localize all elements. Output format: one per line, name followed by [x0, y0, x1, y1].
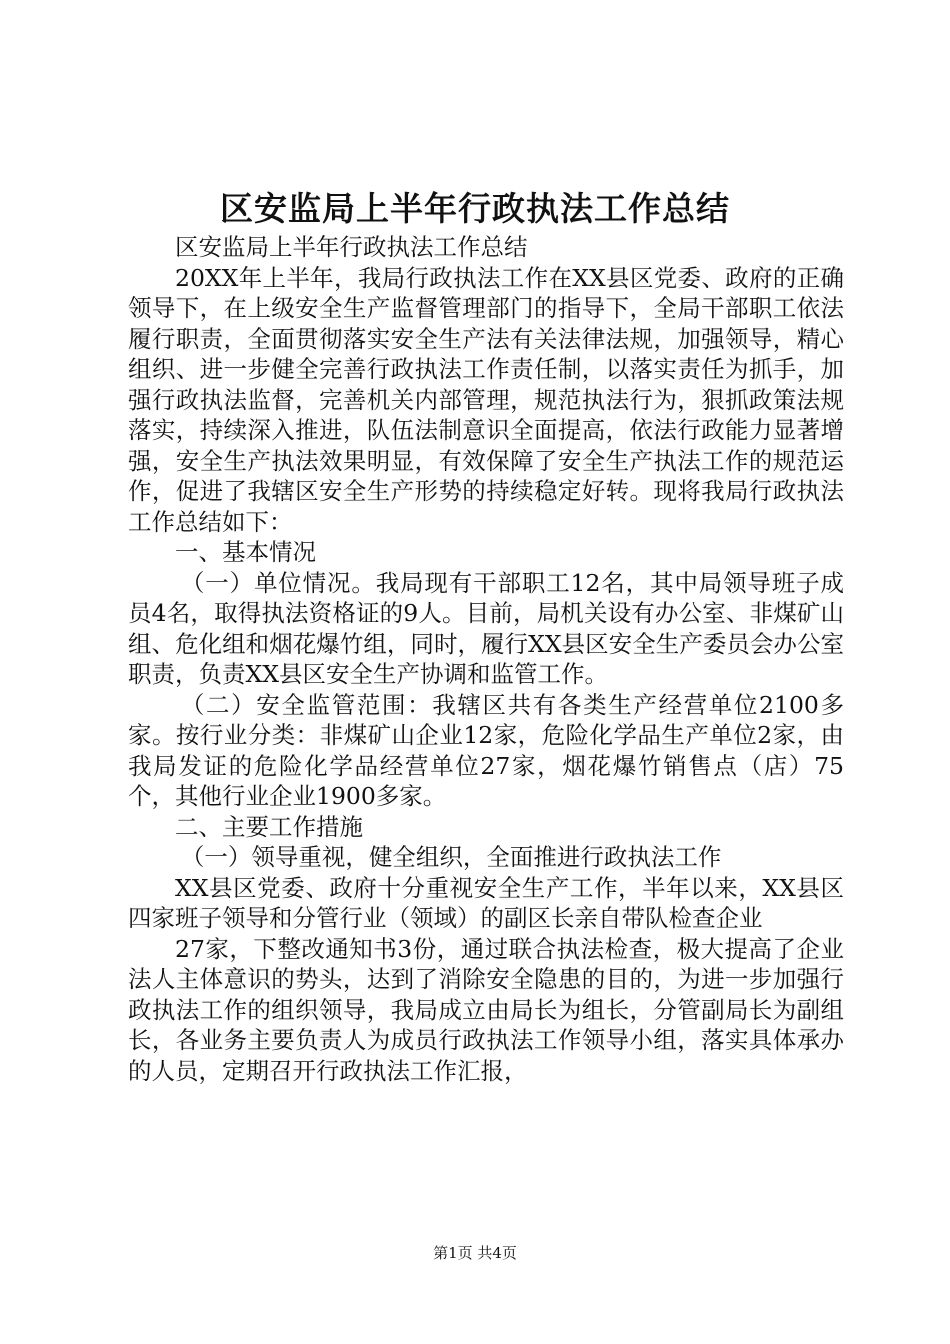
document-title: 区安监局上半年行政执法工作总结 [220, 189, 730, 228]
supervision-scope-paragraph: （二）安全监管范围：我辖区共有各类生产经营单位2100多家。按行业分类：非煤矿山企业12家，危险化学品生产单位2家，由我局发证的危险化学品经营单位27家，烟花爆竹销售点（店）75个，其他行业企业1900多家。 [128, 690, 844, 810]
leadership-paragraph: XX县区党委、政府十分重视安全生产工作，半年以来，XX县区四家班子领导和分管行业（领域）的副区长亲自带队检查企业 [128, 873, 844, 932]
document-body [128, 232, 844, 1086]
subsection-heading-leadership: （一）领导重视，健全组织，全面推进行政执法工作 [180, 843, 722, 871]
section-heading-measures: 二、主要工作措施 [175, 812, 363, 841]
inspection-paragraph: 27家，下整改通知书3份，通过联合执法检查，极大提高了企业法人主体意识的势头，达到了消除安全隐患的目的，为进一步加强行政执法工作的组织领导，我局成立由局长为组长，分管副局长为副组长，各业务主要负责人为成员行政执法工作领导小组，落实具体承办的人员，定期召开行政执法工作汇报， [128, 934, 844, 1085]
section-heading-basic-info: 一、基本情况 [175, 538, 316, 566]
subtitle-paragraph: 区安监局上半年行政执法工作总结 [175, 233, 528, 261]
intro-paragraph: 20XX年上半年，我局行政执法工作在XX县区党委、政府的正确领导下，在上级安全生产监督管理部门的指导下，全局干部职工依法履行职责，全面贯彻落实安全生产法有关法律法规，加强领导，精心组织、进一步健全完善行政执法工作责任制，以落实责任为抓手，加强行政执法监督，完善机关内部管理，规范执法行为，狠抓政策法规落实，持续深入推进，队伍法制意识全面提高，依法行政能力显著增强，安全生产执法效果明显，有效保障了安全生产执法工作的规范运作，促进了我辖区安全生产形势的持续稳定好转。现将我局行政执法工作总结如下： [128, 263, 844, 536]
page-number-footer: 第1页 共4页 [433, 1244, 517, 1262]
unit-info-paragraph: （一）单位情况。我局现有干部职工12名，其中局领导班子成员4名，取得执法资格证的9人。目前，局机关设有办公室、非煤矿山组、危化组和烟花爆竹组，同时，履行XX县区安全生产委员会办公室职责，负责XX县区安全生产协调和监管工作。 [128, 568, 844, 688]
